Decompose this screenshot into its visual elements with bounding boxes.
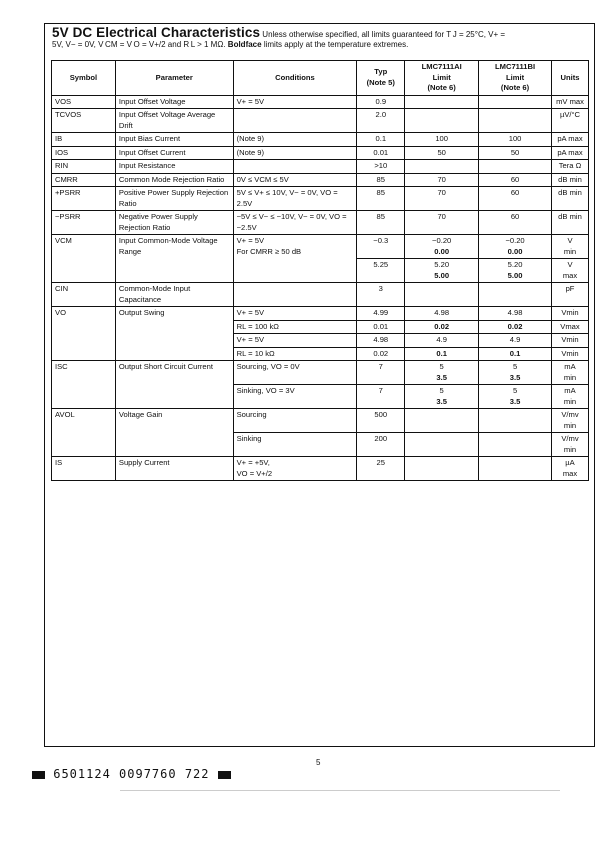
- section-title: 5V DC Electrical Characteristics: [52, 25, 261, 40]
- col-symbol: Symbol: [52, 61, 116, 96]
- col-conditions: Conditions: [233, 61, 357, 96]
- scan-artifact-line: [120, 790, 560, 791]
- table-row: IOS Input Offset Current (Note 9) 0.01 50 50 pA max: [52, 146, 589, 160]
- col-limit-a: LMC7111AI Limit (Note 6): [405, 61, 479, 96]
- col-units: Units: [552, 61, 589, 96]
- section-header: [52, 25, 592, 50]
- boldface-word: Boldface: [227, 40, 262, 49]
- table-row: ISC Output Short Circuit Current Sourcing, VO = 0V 7 5 3.5 5 3.5 mA min: [52, 361, 589, 385]
- table-row: RL = 100 kΩ 0.01 0.02 0.02 Vmax: [52, 320, 589, 334]
- col-parameter: Parameter: [115, 61, 233, 96]
- table-row: VOS Input Offset Voltage V+ = 5V 0.9 mV max: [52, 95, 589, 109]
- col-limit-b: LMC7111BI Limit (Note 6): [479, 61, 552, 96]
- page-number: 5: [316, 758, 321, 767]
- table-row: VO Output Swing V+ = 5V 4.99 4.98 4.98 Vmin: [52, 307, 589, 321]
- header-line2: 5V, V− = 0V, V CM = V O = V+/2 and R L > 1 MΩ.: [52, 40, 226, 49]
- datasheet-frame: [44, 23, 595, 747]
- table-row: +PSRR Positive Power Supply Rejection Ratio 5V ≤ V+ ≤ 10V, V− = 0V, VO = 2.5V 85 70 60 dB min: [52, 187, 589, 211]
- table-row: Sinking 200 V/mv min: [52, 433, 589, 457]
- document-code: 6501124 0097760 722: [32, 767, 231, 781]
- table-row: CIN Common-Mode Input Capacitance 3 pF: [52, 283, 589, 307]
- col-typ: Typ (Note 5): [357, 61, 405, 96]
- table-row: TCVOS Input Offset Voltage Average Drift 2.0 µV/°C: [52, 109, 589, 133]
- table-header-row: [52, 61, 589, 96]
- header-line1: Unless otherwise specified, all limits guaranteed for T J = 25°C, V+ =: [262, 30, 506, 39]
- table-row: RIN Input Resistance >10 Tera Ω: [52, 160, 589, 174]
- header-line2-end: limits apply at the temperature extremes.: [263, 40, 409, 49]
- table-row: V+ = 5V 4.98 4.9 4.9 Vmin: [52, 334, 589, 348]
- table-row: RL = 10 kΩ 0.02 0.1 0.1 Vmin: [52, 347, 589, 361]
- table-row: CMRR Common Mode Rejection Ratio 0V ≤ VCM ≤ 5V 85 70 60 dB min: [52, 173, 589, 187]
- table-row: VCM Input Common-Mode Voltage Range V+ = 5V For CMRR ≥ 50 dB −0.3 −0.20 0.00 −0.20 0.00 V min: [52, 235, 589, 259]
- table-row: IS Supply Current V+ = +5V, VO = V+/2 25 µA max: [52, 457, 589, 481]
- table-row: 5.25 5.20 5.00 5.20 5.00 V max: [52, 259, 589, 283]
- table-row: Sinking, VO = 3V 7 5 3.5 5 3.5 mA min: [52, 385, 589, 409]
- table-row: IB Input Bias Current (Note 9) 0.1 100 100 pA max: [52, 133, 589, 147]
- characteristics-table: [51, 60, 589, 481]
- table-row: AVOL Voltage Gain Sourcing 500 V/mv min: [52, 409, 589, 433]
- table-row: −PSRR Negative Power Supply Rejection Ratio −5V ≤ V− ≤ −10V, V− = 0V, VO = −2.5V 85 70 60 dB min: [52, 211, 589, 235]
